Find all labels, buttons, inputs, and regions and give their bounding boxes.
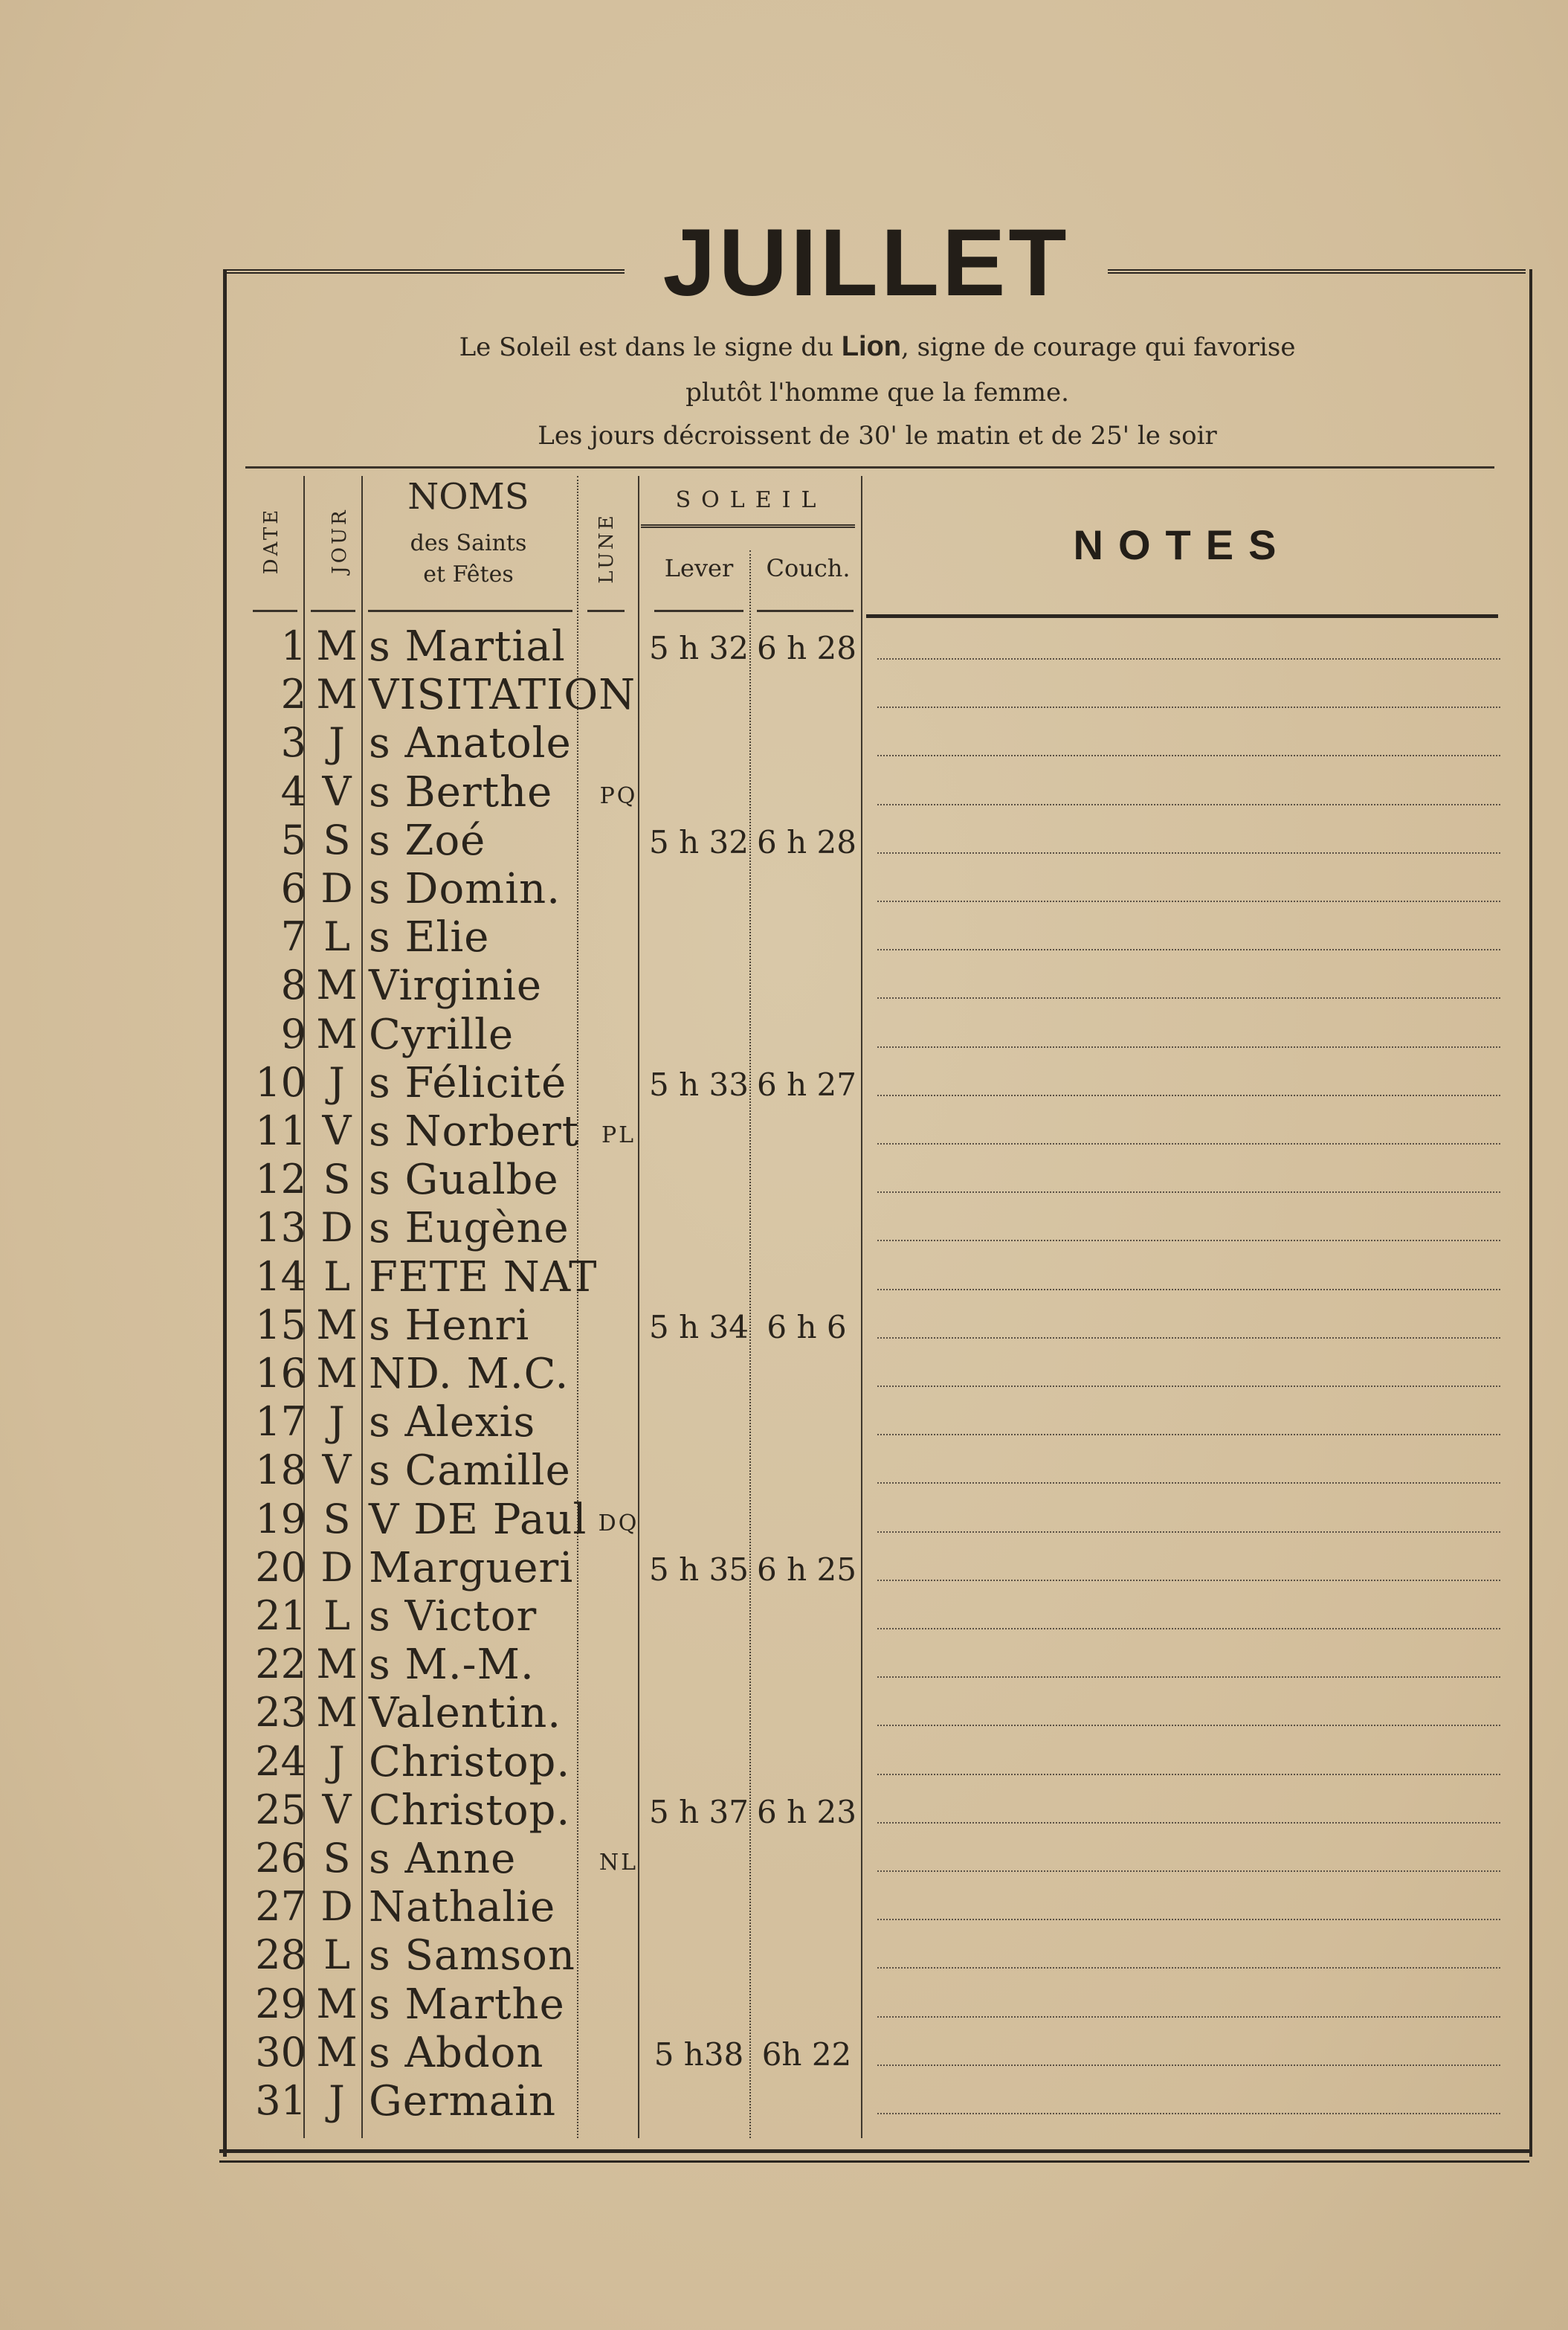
day-date: 23 [255, 1689, 306, 1737]
under-jour [311, 610, 355, 612]
day-date: 21 [255, 1592, 306, 1639]
day-row [238, 862, 1502, 913]
day-saint: s Domin. [369, 865, 561, 913]
day-weekday: D [320, 1883, 353, 1931]
day-row [238, 959, 1502, 1011]
day-weekday: S [323, 1495, 351, 1542]
day-date: 11 [255, 1107, 306, 1154]
day-date: 6 [280, 865, 306, 912]
day-row [238, 2026, 1502, 2077]
day-date: 26 [255, 1835, 306, 1882]
notes-line[interactable] [877, 1530, 1500, 1533]
intro-line-1 [238, 331, 1517, 363]
notes-line[interactable] [877, 1869, 1500, 1872]
day-weekday: M [316, 1980, 358, 2027]
notes-line[interactable] [877, 1723, 1500, 1726]
header-noms: NOMS [407, 476, 529, 518]
day-saint: V DE Paul [369, 1495, 587, 1544]
day-moon-phase: DQ [598, 1510, 639, 1536]
soleil-double-rule [641, 524, 855, 531]
day-row [238, 1493, 1502, 1544]
day-saint: Margueri [369, 1543, 574, 1592]
day-row [238, 1735, 1502, 1786]
day-row [238, 910, 1502, 962]
day-weekday: D [320, 1543, 353, 1591]
day-weekday: M [316, 1641, 358, 1688]
day-sunset: 6 h 23 [757, 1793, 856, 1830]
header-soleil: SOLEIL [675, 487, 827, 513]
under-lune [587, 610, 625, 612]
day-moon-phase: NL [599, 1850, 639, 1876]
day-row [238, 1928, 1502, 1980]
day-weekday: M [316, 962, 358, 1009]
day-row [238, 1783, 1502, 1835]
day-weekday: J [329, 1058, 345, 1106]
day-row [238, 1056, 1502, 1107]
day-saint: s Alexis [369, 1398, 536, 1447]
day-date: 25 [255, 1786, 306, 1833]
day-weekday: J [329, 1737, 345, 1785]
day-row [238, 668, 1502, 720]
notes-line[interactable] [877, 947, 1500, 950]
day-row [238, 1347, 1502, 1398]
day-row [238, 619, 1502, 671]
day-moon-phase: PL [601, 1122, 636, 1148]
day-row [238, 1008, 1502, 1059]
day-date: 13 [255, 1204, 306, 1252]
notes-line[interactable] [877, 851, 1500, 854]
day-sunrise: 5 h 32 [649, 630, 749, 666]
header-couch: Couch. [766, 554, 851, 582]
notes-line[interactable] [877, 2063, 1500, 2066]
intro-line-3: Les jours décroissent de 30' le matin et de 25' le soir [538, 421, 1217, 451]
notes-line[interactable] [877, 1238, 1500, 1241]
notes-line[interactable] [877, 1481, 1500, 1484]
day-row [238, 1201, 1502, 1253]
header-noms-sub1: des Saints [410, 530, 527, 556]
notes-line[interactable] [877, 753, 1500, 756]
day-saint: s Victor [369, 1592, 538, 1641]
day-row [238, 1880, 1502, 1932]
day-saint: Christop. [369, 1786, 571, 1835]
day-saint: s Henri [369, 1301, 530, 1350]
day-sunrise: 5 h 33 [649, 1066, 749, 1103]
day-saint: Germain [369, 2077, 557, 2125]
day-saint: Cyrille [369, 1010, 514, 1059]
day-sunset: 6 h 27 [757, 1066, 856, 1103]
day-saint: Christop. [369, 1737, 571, 1786]
day-date: 28 [255, 1931, 306, 1979]
notes-line[interactable] [877, 1917, 1500, 1920]
day-weekday: M [316, 2028, 358, 2076]
notes-line[interactable] [877, 1966, 1500, 1969]
day-saint: s Anatole [369, 719, 572, 768]
day-saint: s Eugène [369, 1204, 570, 1253]
day-weekday: J [329, 2077, 345, 2124]
day-saint: s Berthe [369, 767, 553, 817]
notes-line[interactable] [877, 1626, 1500, 1629]
day-saint: s Félicité [369, 1058, 567, 1107]
day-date: 22 [255, 1641, 306, 1688]
day-saint: FETE NAT [369, 1252, 598, 1301]
day-date: 24 [255, 1737, 306, 1785]
notes-line[interactable] [877, 1190, 1500, 1193]
day-sunset: 6 h 25 [757, 1551, 856, 1588]
notes-line[interactable] [877, 705, 1500, 708]
day-sunset: 6 h 28 [757, 823, 856, 860]
notes-line[interactable] [877, 802, 1500, 805]
day-date: 31 [255, 2077, 306, 2124]
day-row [238, 1638, 1502, 1690]
header-rule [245, 466, 1494, 469]
notes-line[interactable] [877, 1772, 1500, 1775]
day-date: 14 [255, 1252, 306, 1300]
day-row [238, 1153, 1502, 1205]
day-row [238, 814, 1502, 865]
notes-line[interactable] [877, 2015, 1500, 2018]
day-saint: s M.-M. [369, 1641, 535, 1690]
day-saint: s Abdon [369, 2028, 544, 2077]
day-weekday: V [322, 1107, 352, 1154]
day-weekday: S [323, 1835, 351, 1882]
day-row [238, 1832, 1502, 1883]
notes-line[interactable] [877, 1432, 1500, 1435]
day-weekday: L [323, 913, 350, 961]
day-date: 2 [280, 671, 306, 718]
intro-line-1-pre: Le Soleil est dans le signe du [459, 332, 833, 362]
day-sunset: 6h 22 [761, 2035, 852, 2073]
day-weekday: M [316, 1010, 358, 1058]
day-row [238, 2074, 1502, 2123]
header-notes: NOTES [1073, 521, 1291, 568]
day-row [238, 1298, 1502, 1350]
day-sunrise: 5 h 34 [649, 1308, 749, 1345]
day-saint: s Martial [369, 622, 566, 671]
notes-line[interactable] [877, 1578, 1500, 1581]
day-weekday: M [316, 1301, 358, 1348]
header-lever: Lever [664, 554, 734, 582]
under-noms [368, 610, 572, 612]
day-saint: s Gualbe [369, 1156, 559, 1205]
day-saint: s Norbert [369, 1107, 580, 1156]
day-row [238, 1541, 1502, 1592]
day-date: 18 [255, 1446, 306, 1494]
intro-line-1-post: , signe de courage qui favorise [901, 332, 1296, 362]
day-date: 17 [255, 1398, 306, 1446]
day-weekday: M [316, 1689, 358, 1737]
day-row [238, 1104, 1502, 1156]
day-sunset: 6 h 28 [757, 630, 856, 666]
notes-line[interactable] [877, 1675, 1500, 1678]
day-date: 16 [255, 1350, 306, 1397]
day-row [238, 1395, 1502, 1447]
day-date: 7 [280, 913, 306, 961]
day-saint: s Samson [369, 1931, 575, 1980]
day-date: 9 [280, 1010, 306, 1058]
day-weekday: M [316, 622, 358, 669]
intro-line-2: plutôt l'homme que la femme. [685, 378, 1069, 408]
day-sunrise: 5 h38 [654, 2035, 744, 2073]
day-row [238, 1977, 1502, 2029]
day-saint: s Elie [369, 913, 490, 962]
day-date: 3 [280, 719, 306, 767]
day-date: 8 [280, 962, 306, 1009]
day-weekday: J [329, 1398, 345, 1446]
day-saint: VISITATION [369, 671, 636, 720]
header-lune: LUNE [596, 512, 618, 584]
header-noms-sub2: et Fêtes [423, 561, 514, 588]
under-date [253, 610, 297, 612]
notes-line[interactable] [877, 657, 1500, 660]
day-sunset: 6 h 6 [767, 1308, 847, 1345]
day-row [238, 1250, 1502, 1301]
day-row [238, 1686, 1502, 1738]
notes-line[interactable] [877, 1287, 1500, 1290]
header-noms-sub [364, 528, 572, 590]
notes-line[interactable] [877, 1142, 1500, 1145]
notes-line[interactable] [877, 1045, 1500, 1048]
under-notes [866, 614, 1498, 618]
day-date: 4 [280, 767, 306, 815]
intro-sign: Lion [841, 331, 902, 362]
day-row [238, 1589, 1502, 1641]
day-date: 27 [255, 1883, 306, 1931]
day-row [238, 1444, 1502, 1496]
notes-line[interactable] [877, 1336, 1500, 1339]
day-weekday: M [316, 671, 358, 718]
day-saint: s Camille [369, 1446, 571, 1496]
day-weekday: D [320, 1204, 353, 1252]
day-date: 15 [255, 1301, 306, 1348]
header-jour: JOUR [329, 507, 351, 574]
day-date: 30 [255, 2028, 306, 2076]
day-weekday: M [316, 1350, 358, 1397]
day-sunrise: 5 h 32 [649, 823, 749, 860]
day-date: 5 [280, 816, 306, 863]
day-weekday: J [329, 719, 345, 767]
day-date: 19 [255, 1495, 306, 1542]
day-date: 20 [255, 1543, 306, 1591]
day-weekday: V [322, 767, 352, 815]
day-weekday: L [323, 1931, 350, 1979]
day-sunrise: 5 h 35 [649, 1551, 749, 1588]
notes-line[interactable] [877, 899, 1500, 902]
day-row [238, 765, 1502, 817]
day-saint: ND. M.C. [369, 1350, 570, 1398]
day-weekday: V [322, 1786, 352, 1833]
notes-line[interactable] [877, 996, 1500, 999]
under-lever [654, 610, 743, 612]
day-row [238, 716, 1502, 768]
day-date: 12 [255, 1156, 306, 1203]
day-moon-phase: PQ [599, 782, 638, 809]
month-title: JUILLET [662, 210, 1070, 316]
day-weekday: L [323, 1252, 350, 1300]
bottom-rule [219, 2149, 1529, 2163]
day-weekday: S [323, 1156, 351, 1203]
under-couch [757, 610, 854, 612]
day-date: 10 [255, 1058, 306, 1106]
day-saint: Nathalie [369, 1883, 556, 1932]
day-weekday: D [320, 865, 353, 912]
notes-line[interactable] [877, 2111, 1500, 2114]
day-saint: Valentin. [369, 1689, 562, 1738]
header-date: DATE [260, 506, 283, 575]
notes-line[interactable] [877, 1093, 1500, 1096]
notes-line[interactable] [877, 1821, 1500, 1824]
day-weekday: V [322, 1446, 352, 1494]
notes-line[interactable] [877, 1384, 1500, 1387]
day-saint: s Zoé [369, 816, 486, 865]
day-weekday: S [323, 816, 351, 863]
day-sunrise: 5 h 37 [649, 1793, 749, 1830]
day-saint: Virginie [369, 962, 543, 1011]
day-saint: s Anne [369, 1835, 517, 1883]
day-date: 1 [280, 622, 306, 669]
day-date: 29 [255, 1980, 306, 2027]
day-weekday: L [323, 1592, 350, 1639]
day-saint: s Marthe [369, 1980, 565, 2029]
